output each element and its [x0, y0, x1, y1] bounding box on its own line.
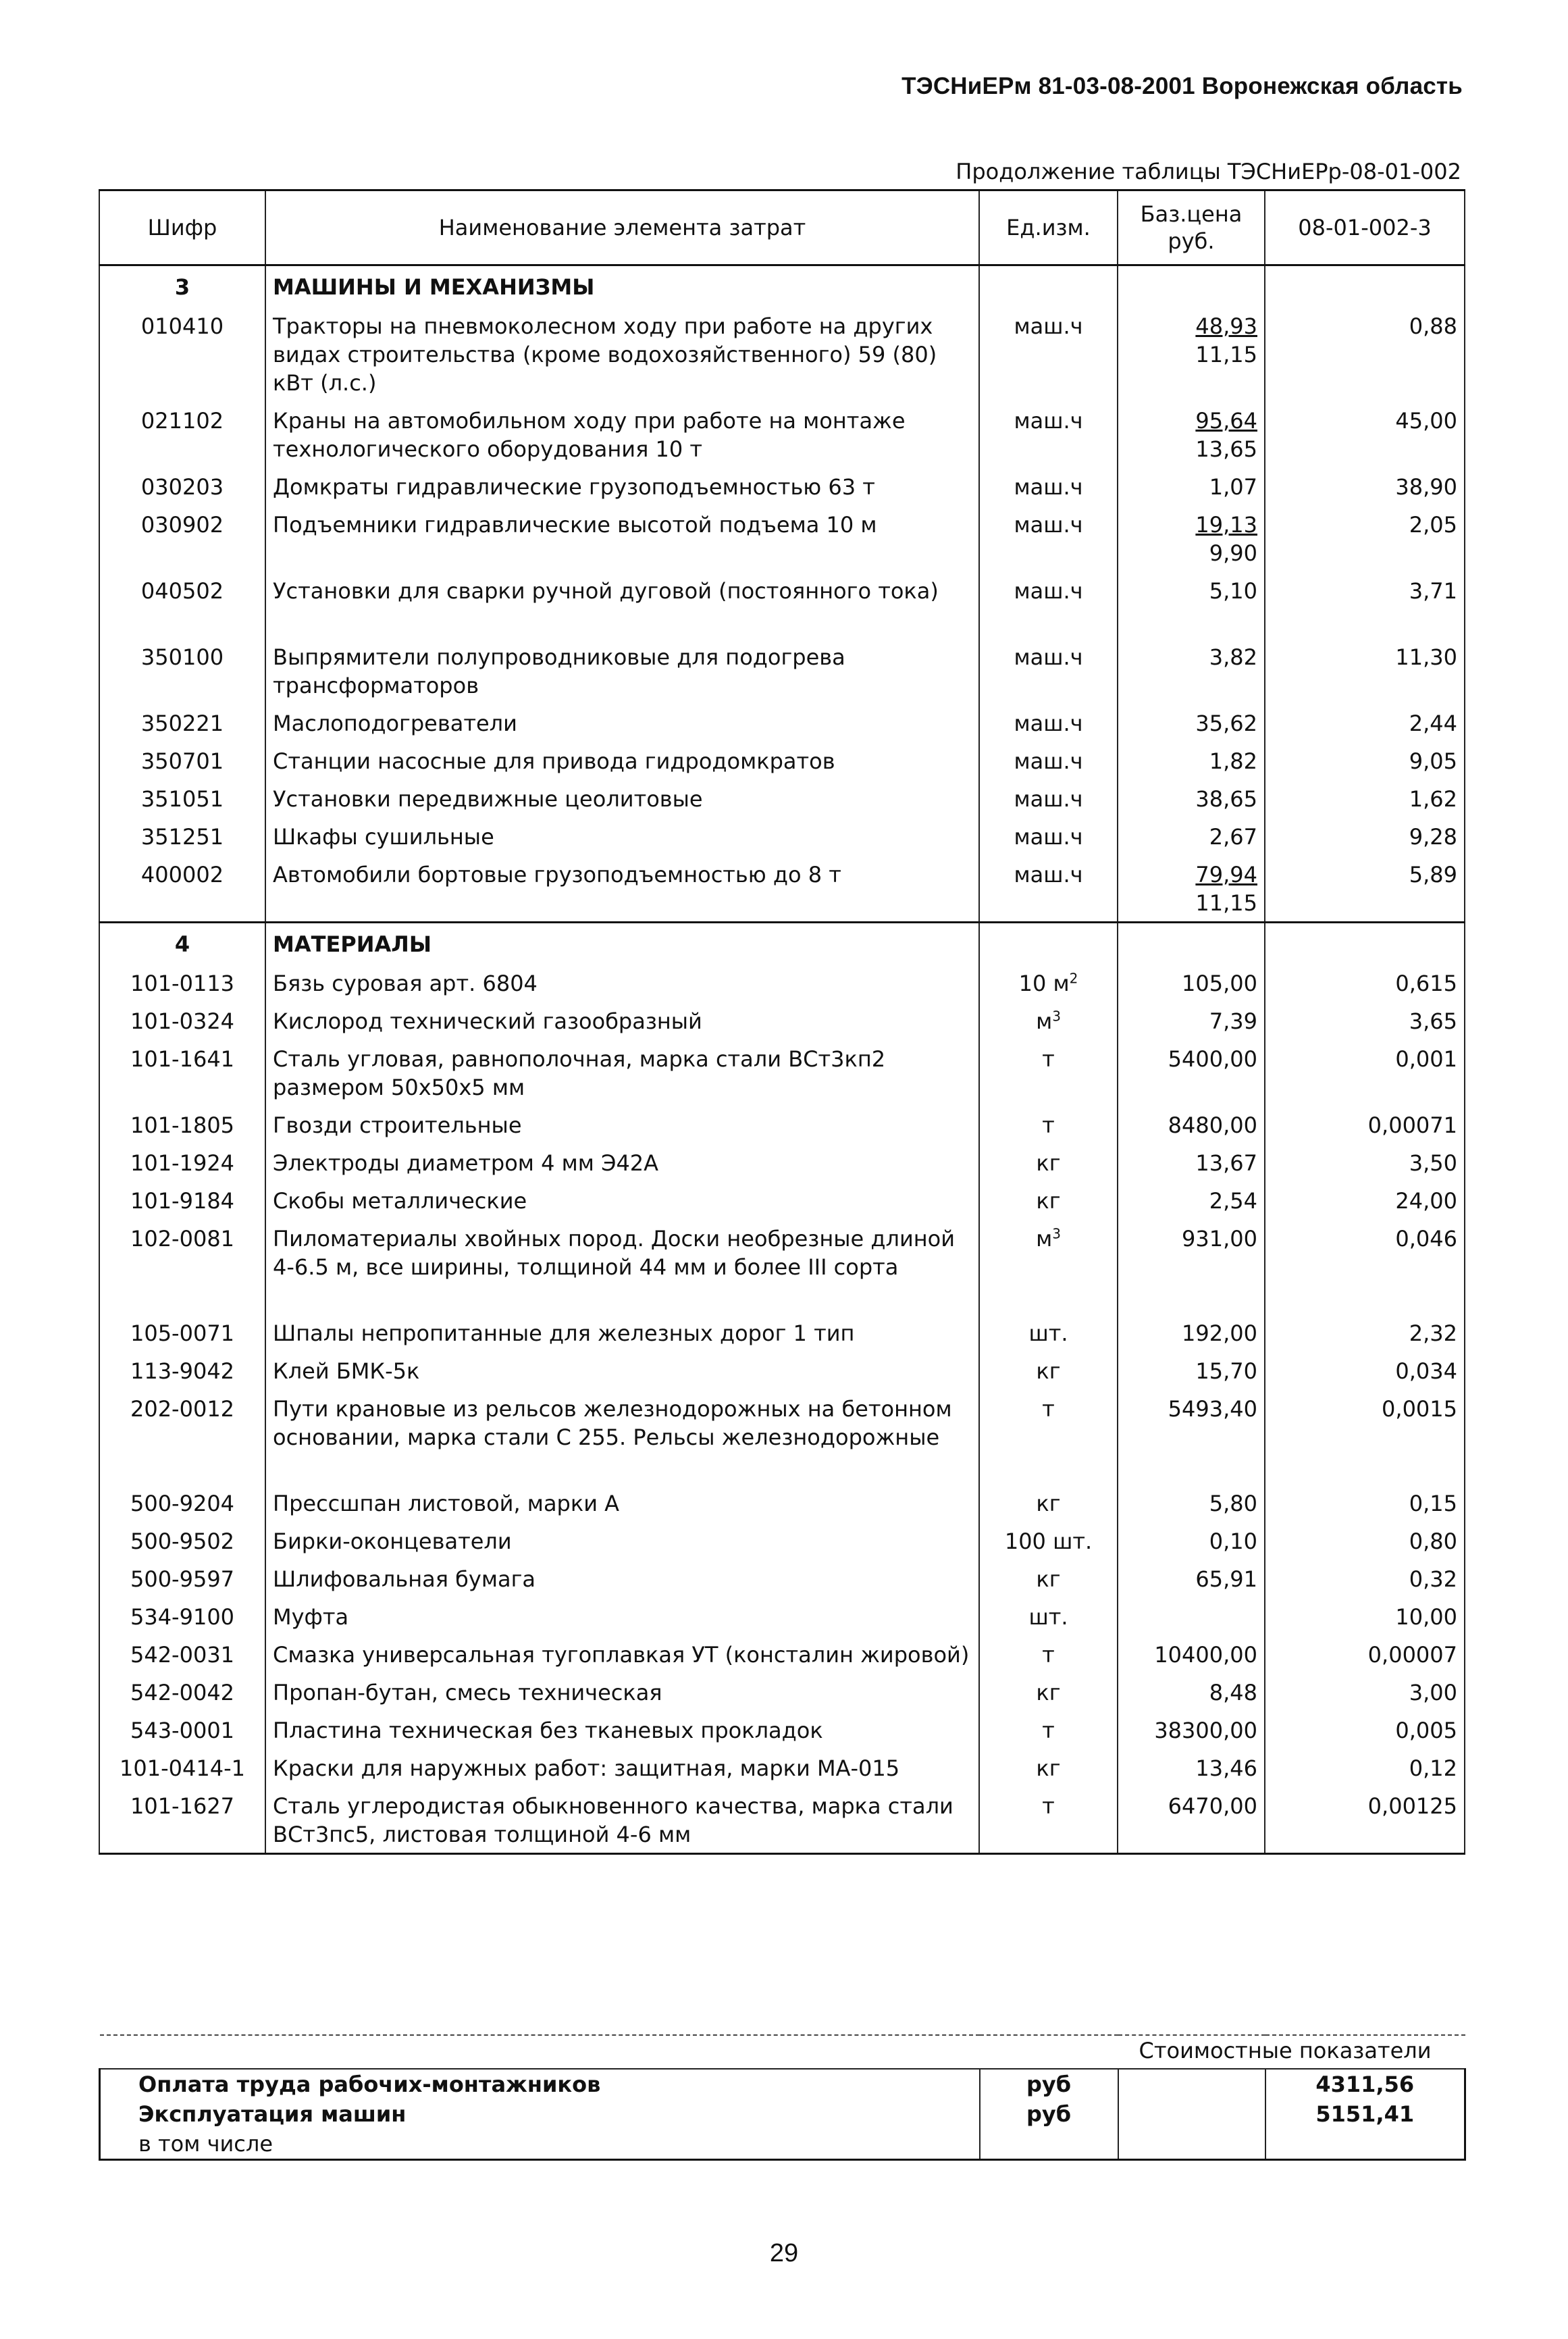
table-row: [99, 1522, 1465, 1560]
row-unit: [979, 1219, 1118, 1314]
row-unit: кг: [979, 1673, 1118, 1711]
row-code: 542-0031: [99, 1635, 265, 1673]
row-unit: маш.ч: [979, 505, 1118, 571]
table-row: [99, 1484, 1465, 1522]
section-header-row: [99, 923, 1465, 965]
row-value: 0,615: [1265, 964, 1465, 1002]
row-name: Пропан-бутан, смесь техническая: [265, 1673, 979, 1711]
row-price-wage: 13,65: [1195, 436, 1257, 462]
row-unit: т: [979, 1635, 1118, 1673]
row-code: 021102: [99, 401, 265, 467]
row-value: 3,71: [1265, 571, 1465, 638]
row-name: Гвозди строительные: [265, 1106, 979, 1143]
table-row: [99, 1314, 1465, 1352]
row-value: 1,62: [1265, 779, 1465, 817]
column-header-price-line1: Баз.цена: [1140, 201, 1243, 227]
row-value: 0,046: [1265, 1219, 1465, 1314]
row-code: 101-1641: [99, 1039, 265, 1106]
row-name: Автомобили бортовые грузоподъемностью до 8 т: [265, 855, 979, 923]
footer-row: [100, 2069, 1465, 2099]
row-price-wage: 11,15: [1195, 890, 1257, 916]
row-value: 2,32: [1265, 1314, 1465, 1352]
table-row: [99, 742, 1465, 779]
cost-indicators-caption: Стоимостные показатели: [100, 2035, 1465, 2069]
row-code: 350100: [99, 638, 265, 704]
row-value: 3,50: [1265, 1143, 1465, 1181]
row-unit: маш.ч: [979, 401, 1118, 467]
row-name: Кислород технический газообразный: [265, 1002, 979, 1039]
row-unit: маш.ч: [979, 742, 1118, 779]
table-row: [99, 1673, 1465, 1711]
table-row: [99, 1711, 1465, 1749]
row-unit: кг: [979, 1143, 1118, 1181]
row-unit: маш.ч: [979, 704, 1118, 742]
row-price: 65,91: [1118, 1560, 1265, 1597]
row-price: 2,54: [1118, 1181, 1265, 1219]
footer-unit: руб: [980, 2069, 1118, 2099]
row-name: Установки передвижные цеолитовые: [265, 779, 979, 817]
table-row: [99, 855, 1465, 923]
row-price: 105,00: [1118, 964, 1265, 1002]
row-value: 38,90: [1265, 467, 1465, 505]
footer-value: [1265, 2129, 1465, 2160]
section-number: 4: [99, 923, 265, 965]
footer-label: Эксплуатация машин: [100, 2099, 980, 2129]
row-value: 2,05: [1265, 505, 1465, 571]
row-value: 0,00125: [1265, 1787, 1465, 1854]
footer-empty-cell: [1118, 2069, 1265, 2099]
row-price-wage: 9,90: [1209, 540, 1257, 566]
footer-unit: руб: [980, 2099, 1118, 2129]
table-row: [99, 1352, 1465, 1389]
row-unit: т: [979, 1787, 1118, 1854]
row-unit-sup: 3: [1052, 1225, 1061, 1242]
row-unit: кг: [979, 1560, 1118, 1597]
row-value: 9,05: [1265, 742, 1465, 779]
table-header-row: [99, 190, 1465, 265]
row-price: 15,70: [1118, 1352, 1265, 1389]
row-value: 10,00: [1265, 1597, 1465, 1635]
row-price: [1118, 505, 1265, 571]
row-price: 13,46: [1118, 1749, 1265, 1787]
row-price: 931,00: [1118, 1219, 1265, 1314]
column-header-name: Наименование элемента затрат: [265, 190, 979, 265]
row-code: 542-0042: [99, 1673, 265, 1711]
cost-elements-table: [99, 189, 1465, 1855]
row-price: 35,62: [1118, 704, 1265, 742]
row-price-main: 48,93: [1195, 313, 1257, 339]
row-name: Тракторы на пневмоколесном ходу при работе на других видах строительства (кроме водохозяйственного) 59 (80) кВт (л.с.): [265, 307, 979, 401]
row-name: Подъемники гидравлические высотой подъема 10 м: [265, 505, 979, 571]
row-name: Бязь суровая арт. 6804: [265, 964, 979, 1002]
row-code: 101-1627: [99, 1787, 265, 1854]
table-continuation-caption: Продолжение таблицы ТЭСНиЕРр-08-01-002: [956, 159, 1461, 184]
section-number: 3: [99, 265, 265, 307]
table-row: [99, 1039, 1465, 1106]
cost-indicators-table: [99, 2034, 1466, 2161]
row-unit-text: м: [1036, 1008, 1053, 1034]
table-row: [99, 964, 1465, 1002]
row-price: 1,07: [1118, 467, 1265, 505]
row-value: 0,005: [1265, 1711, 1465, 1749]
row-code: 101-0324: [99, 1002, 265, 1039]
row-code: 202-0012: [99, 1389, 265, 1484]
row-unit: маш.ч: [979, 638, 1118, 704]
row-name: Скобы металлические: [265, 1181, 979, 1219]
row-price-wage: 11,15: [1195, 342, 1257, 367]
page-number: 29: [769, 2239, 799, 2267]
row-unit: маш.ч: [979, 467, 1118, 505]
row-name: Муфта: [265, 1597, 979, 1635]
row-code: 350701: [99, 742, 265, 779]
cost-indicators-caption-row: [100, 2035, 1465, 2069]
row-price: 3,82: [1118, 638, 1265, 704]
row-value: 11,30: [1265, 638, 1465, 704]
table-row: [99, 571, 1465, 638]
column-header-price: [1118, 190, 1265, 265]
table-row: [99, 401, 1465, 467]
row-price: 13,67: [1118, 1143, 1265, 1181]
row-code: 500-9502: [99, 1522, 265, 1560]
table-row: [99, 1181, 1465, 1219]
row-unit-sup: 3: [1052, 1008, 1061, 1025]
row-code: 010410: [99, 307, 265, 401]
row-name: Краски для наружных работ: защитная, марки МА-015: [265, 1749, 979, 1787]
row-code: 351251: [99, 817, 265, 855]
row-unit: кг: [979, 1352, 1118, 1389]
row-unit: т: [979, 1389, 1118, 1484]
row-price: 10400,00: [1118, 1635, 1265, 1673]
table-row: [99, 1749, 1465, 1787]
row-unit-sup: 2: [1069, 970, 1078, 987]
footer-empty-cell: [1118, 2129, 1265, 2160]
table-row: [99, 638, 1465, 704]
table-row: [99, 505, 1465, 571]
table-row: [99, 1219, 1465, 1314]
row-price: 6470,00: [1118, 1787, 1265, 1854]
table-row: [99, 467, 1465, 505]
row-name: Пути крановые из рельсов железнодорожных на бетонном основании, марка стали С 255. Рельсы железнодорожные: [265, 1389, 979, 1484]
table-row: [99, 817, 1465, 855]
row-code: 101-9184: [99, 1181, 265, 1219]
table-row: [99, 1560, 1465, 1597]
row-unit: [979, 964, 1118, 1002]
table-row: [99, 307, 1465, 401]
footer-unit: [980, 2129, 1118, 2160]
row-value: 3,65: [1265, 1002, 1465, 1039]
row-price: 7,39: [1118, 1002, 1265, 1039]
row-name: Станции насосные для привода гидродомкратов: [265, 742, 979, 779]
row-price: [1118, 855, 1265, 923]
row-unit: т: [979, 1039, 1118, 1106]
row-unit: кг: [979, 1749, 1118, 1787]
row-name: Прессшпан листовой, марки А: [265, 1484, 979, 1522]
row-name: Сталь углеродистая обыкновенного качества, марка стали ВСт3пс5, листовая толщиной 4-6 мм: [265, 1787, 979, 1854]
table-row: [99, 1635, 1465, 1673]
row-unit: [979, 1002, 1118, 1039]
row-unit: 100 шт.: [979, 1522, 1118, 1560]
column-header-code: Шифр: [99, 190, 265, 265]
row-code: 500-9597: [99, 1560, 265, 1597]
row-unit: маш.ч: [979, 571, 1118, 638]
row-unit: кг: [979, 1181, 1118, 1219]
row-price: 5400,00: [1118, 1039, 1265, 1106]
row-price-main: 79,94: [1195, 862, 1257, 888]
row-code: 101-0414-1: [99, 1749, 265, 1787]
section-title: МАШИНЫ И МЕХАНИЗМЫ: [265, 265, 979, 307]
table-row: [99, 1106, 1465, 1143]
row-unit: т: [979, 1711, 1118, 1749]
row-price: 0,10: [1118, 1522, 1265, 1560]
table-row: [99, 1597, 1465, 1635]
footer-value: 4311,56: [1265, 2069, 1465, 2099]
row-code: 101-0113: [99, 964, 265, 1002]
row-code: 500-9204: [99, 1484, 265, 1522]
footer-row: [100, 2129, 1465, 2160]
row-unit: шт.: [979, 1314, 1118, 1352]
row-price: 2,67: [1118, 817, 1265, 855]
row-code: 400002: [99, 855, 265, 923]
row-name: Пластина техническая без тканевых прокладок: [265, 1711, 979, 1749]
footer-label: в том числе: [100, 2129, 980, 2160]
row-code: 101-1924: [99, 1143, 265, 1181]
row-price: 5,10: [1118, 571, 1265, 638]
footer-label: Оплата труда рабочих-монтажников: [100, 2069, 980, 2099]
footer-empty-cell: [1118, 2099, 1265, 2129]
row-name: Установки для сварки ручной дуговой (постоянного тока): [265, 571, 979, 638]
row-price: 8,48: [1118, 1673, 1265, 1711]
row-unit-text: м: [1036, 1226, 1053, 1252]
row-code: 102-0081: [99, 1219, 265, 1314]
row-code: 030203: [99, 467, 265, 505]
row-name: Домкраты гидравлические грузоподъемностью 63 т: [265, 467, 979, 505]
row-price-main: 95,64: [1195, 408, 1257, 434]
row-code: 113-9042: [99, 1352, 265, 1389]
table-row: [99, 1002, 1465, 1039]
row-value: 0,0015: [1265, 1389, 1465, 1484]
row-value: 0,00071: [1265, 1106, 1465, 1143]
row-unit: маш.ч: [979, 817, 1118, 855]
table-row: [99, 1143, 1465, 1181]
row-price: 1,82: [1118, 742, 1265, 779]
row-code: 030902: [99, 505, 265, 571]
row-price: [1118, 1597, 1265, 1635]
row-name: Шлифовальная бумага: [265, 1560, 979, 1597]
column-header-unit: Ед.изм.: [979, 190, 1118, 265]
table-row: [99, 1787, 1465, 1854]
row-price: [1118, 307, 1265, 401]
row-name: Пиломатериалы хвойных пород. Доски необрезные длиной 4-6.5 м, все ширины, толщиной 44 мм и более III сорта: [265, 1219, 979, 1314]
row-name: Клей БМК-5к: [265, 1352, 979, 1389]
document-header-title: ТЭСНиЕРм 81-03-08-2001 Воронежская область: [901, 73, 1463, 99]
row-unit: маш.ч: [979, 779, 1118, 817]
row-code: 351051: [99, 779, 265, 817]
row-name: Шпалы непропитанные для железных дорог 1 тип: [265, 1314, 979, 1352]
row-value: 0,88: [1265, 307, 1465, 401]
row-value: 0,12: [1265, 1749, 1465, 1787]
row-price: 8480,00: [1118, 1106, 1265, 1143]
row-value: 0,00007: [1265, 1635, 1465, 1673]
row-price: 5,80: [1118, 1484, 1265, 1522]
row-value: 24,00: [1265, 1181, 1465, 1219]
row-name: Бирки-оконцеватели: [265, 1522, 979, 1560]
row-unit-text: 10 м: [1018, 971, 1070, 996]
table-row: [99, 1389, 1465, 1484]
row-code: 105-0071: [99, 1314, 265, 1352]
row-value: 0,034: [1265, 1352, 1465, 1389]
column-header-price-line2: руб.: [1168, 228, 1215, 254]
row-value: 0,80: [1265, 1522, 1465, 1560]
row-unit: маш.ч: [979, 855, 1118, 923]
row-price: 38,65: [1118, 779, 1265, 817]
row-name: Выпрямители полупроводниковые для подогрева трансформаторов: [265, 638, 979, 704]
row-unit: шт.: [979, 1597, 1118, 1635]
section-title: МАТЕРИАЛЫ: [265, 923, 979, 965]
row-price: 38300,00: [1118, 1711, 1265, 1749]
row-price: 192,00: [1118, 1314, 1265, 1352]
row-value: 9,28: [1265, 817, 1465, 855]
row-unit: кг: [979, 1484, 1118, 1522]
table-row: [99, 704, 1465, 742]
table-row: [99, 779, 1465, 817]
column-header-norm: 08-01-002-3: [1265, 190, 1465, 265]
row-value: 0,15: [1265, 1484, 1465, 1522]
row-name: Маслоподогреватели: [265, 704, 979, 742]
row-price: 5493,40: [1118, 1389, 1265, 1484]
row-code: 543-0001: [99, 1711, 265, 1749]
row-code: 101-1805: [99, 1106, 265, 1143]
footer-value: 5151,41: [1265, 2099, 1465, 2129]
row-name: Смазка универсальная тугоплавкая УТ (консталин жировой): [265, 1635, 979, 1673]
section-header-row: [99, 265, 1465, 307]
row-unit: маш.ч: [979, 307, 1118, 401]
row-value: 3,00: [1265, 1673, 1465, 1711]
row-name: Электроды диаметром 4 мм Э42А: [265, 1143, 979, 1181]
row-name: Шкафы сушильные: [265, 817, 979, 855]
row-price-main: 19,13: [1195, 512, 1257, 538]
row-unit: т: [979, 1106, 1118, 1143]
row-code: 350221: [99, 704, 265, 742]
row-code: 040502: [99, 571, 265, 638]
row-value: 45,00: [1265, 401, 1465, 467]
row-name: Сталь угловая, равнополочная, марка стали ВСт3кп2 размером 50x50x5 мм: [265, 1039, 979, 1106]
row-code: 534-9100: [99, 1597, 265, 1635]
row-value: 2,44: [1265, 704, 1465, 742]
row-price: [1118, 401, 1265, 467]
footer-row: [100, 2099, 1465, 2129]
row-value: 0,32: [1265, 1560, 1465, 1597]
row-value: 5,89: [1265, 855, 1465, 923]
row-name: Краны на автомобильном ходу при работе на монтаже технологического оборудования 10 т: [265, 401, 979, 467]
row-value: 0,001: [1265, 1039, 1465, 1106]
